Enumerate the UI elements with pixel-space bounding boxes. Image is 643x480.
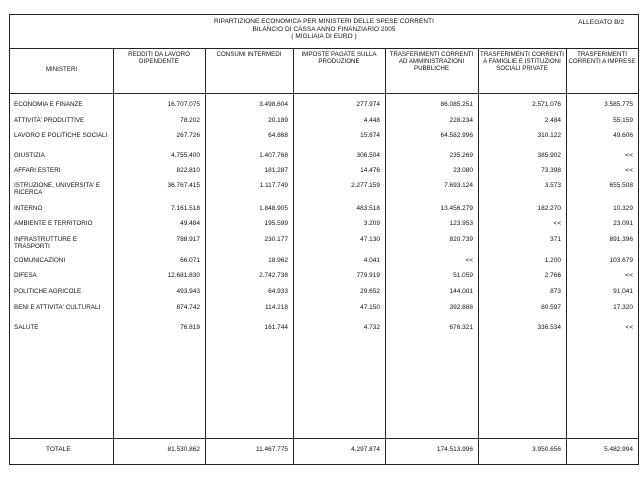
table-cell: 73.398: [541, 167, 561, 174]
table-cell: 371: [550, 236, 561, 243]
column-header-trasf_ap: TRASFERIMENTI CORRENTI AD AMMINISTRAZIONI PUBBLICHE: [389, 51, 474, 72]
total-separator: [10, 438, 638, 439]
table-cell: 2.766: [544, 272, 561, 279]
column-divider: [385, 48, 386, 464]
column-divider: [113, 48, 114, 464]
total-cell: 4.297.874: [351, 446, 380, 453]
table-cell: 1.117.749: [259, 182, 288, 189]
title-separator: [10, 48, 638, 49]
row-label: DIFESA: [14, 272, 37, 279]
row-label: INFRASTRUTTURE E TRASPORTI: [14, 236, 77, 251]
table-cell: 23.091: [613, 220, 633, 227]
table-cell: 64.868: [268, 132, 288, 139]
table-cell: 788.917: [176, 236, 200, 243]
table-cell: 12.681.830: [167, 272, 200, 279]
row-label: AMBIENTE E TERRITORIO: [14, 220, 93, 227]
table-cell: 49.606: [613, 132, 633, 139]
row-label: LAVORO E POLITICHE SOCIALI: [14, 132, 108, 139]
table-cell: 277.974: [356, 101, 380, 108]
table-cell: 2.571.076: [532, 101, 561, 108]
total-label: TOTALE: [46, 446, 71, 453]
row-label: ATTIVITA' PRODUTTIVE: [14, 117, 85, 124]
column-header-consumi: CONSUMI INTERMEDI: [216, 51, 282, 58]
row-label: COMUNICAZIONI: [14, 257, 66, 264]
table-cell: 15.874: [360, 132, 380, 139]
table-cell: <<: [625, 167, 633, 174]
table-cell: 47.130: [360, 236, 380, 243]
table-cell: 891.396: [609, 236, 633, 243]
table-cell: <<: [553, 220, 561, 227]
total-cell: 5.482.994: [604, 446, 633, 453]
table-cell: 4.448: [363, 117, 380, 124]
title-line-1: RIPARTIZIONE ECONOMICA PER MINISTERI DELLE SPESE CORRENTI: [214, 18, 434, 25]
table-cell: 306.504: [356, 152, 380, 159]
table-cell: 123.953: [449, 220, 473, 227]
row-label: BENI E ATTIVITA' CULTURALI: [14, 304, 101, 311]
table-cell: 66.071: [180, 257, 200, 264]
table-cell: 3.585.775: [604, 101, 633, 108]
row-label: AFFARI ESTERI: [14, 167, 61, 174]
table-cell: 103.679: [609, 257, 633, 264]
table-cell: 228.234: [449, 117, 473, 124]
column-divider: [293, 48, 294, 464]
table-cell: 20.189: [268, 117, 288, 124]
table-cell: 483.518: [356, 205, 380, 212]
row-label: ISTRUZIONE, UNIVERSITA' E RICERCA: [14, 182, 101, 197]
title-line-2: BILANCIO DI CASSA ANNO FINANZIARIO 2005: [252, 25, 396, 33]
table-cell: 1.848.905: [259, 205, 288, 212]
table-cell: 161.744: [264, 324, 288, 331]
table-cell: 3.209: [363, 220, 380, 227]
column-header-ministeri: MINISTERI: [45, 66, 78, 73]
table-cell: 655.508: [609, 182, 633, 189]
table-cell: 3.498.604: [259, 101, 288, 108]
table-cell: 267.726: [176, 132, 200, 139]
table-cell: 17.320: [613, 304, 633, 311]
table-cell: 1.200: [544, 257, 561, 264]
column-header-redditi: REDDITI DA LAVORO DIPENDENTE: [128, 51, 190, 65]
table-cell: 29.652: [360, 288, 380, 295]
table-cell: 4.755.400: [171, 152, 200, 159]
table-cell: 7.693.124: [444, 182, 473, 189]
row-label: GIUSTIZIA: [14, 152, 45, 159]
table-cell: 55.159: [613, 117, 633, 124]
table-cell: 36.767.415: [167, 182, 200, 189]
row-label: ECONOMIA E FINANZE: [14, 101, 83, 108]
table-cell: 4.041: [363, 257, 380, 264]
row-label: INTERNO: [14, 205, 43, 212]
table-cell: 779.919: [356, 272, 380, 279]
table-cell: <<: [625, 152, 633, 159]
column-divider: [566, 48, 567, 464]
row-label: SALUTE: [14, 324, 39, 331]
table-cell: <<: [465, 257, 473, 264]
table-cell: 76.819: [180, 324, 200, 331]
table-cell: 23.080: [453, 167, 473, 174]
total-cell: 11.467.775: [255, 446, 288, 453]
table-cell: 182.270: [537, 205, 561, 212]
column-divider: [205, 48, 206, 464]
column-divider: [478, 48, 479, 464]
table-cell: 3.573: [544, 182, 561, 189]
table-cell: <<: [625, 272, 633, 279]
table-cell: 144.001: [449, 288, 473, 295]
table-cell: 14.476: [360, 167, 380, 174]
table-cell: 18.962: [268, 257, 288, 264]
table-cell: 195.599: [264, 220, 288, 227]
header-separator: [10, 93, 638, 94]
total-cell: 3.950.656: [532, 446, 561, 453]
table-cell: 676.321: [449, 324, 473, 331]
table-cell: 1.407.768: [259, 152, 288, 159]
table-cell: 181.287: [264, 167, 288, 174]
table-cell: 13.456.279: [440, 205, 473, 212]
title-line-3: ( MIGLIAIA DI EURO ): [291, 33, 357, 41]
table-cell: 91.041: [613, 288, 633, 295]
table-cell: 49.484: [180, 220, 200, 227]
table-cell: 235.269: [449, 152, 473, 159]
row-label: POLITICHE AGRICOLE: [14, 288, 82, 295]
column-header-imposte: IMPOSTE PAGATE SULLA PRODUZIONE: [301, 51, 377, 65]
table-cell: 7.161.518: [171, 205, 200, 212]
table-cell: 874.742: [176, 304, 200, 311]
table-cell: 310.122: [537, 132, 561, 139]
column-header-trasf_fam: TRASFERIMENTI CORRENTI A FAMIGLIE E ISTITUZIONI SOCIALI PRIVATE: [480, 51, 564, 72]
table-cell: 16.707.075: [167, 101, 200, 108]
table-cell: 822.810: [176, 167, 200, 174]
column-header-trasf_imp: TRASFERIMENTI CORRENTI A IMPRESE: [568, 51, 636, 65]
document-title: [10, 18, 638, 41]
table-cell: 10.329: [613, 205, 633, 212]
table-frame: [9, 14, 639, 465]
table-cell: 230.177: [264, 236, 288, 243]
table-cell: 64.933: [268, 288, 288, 295]
table-cell: 80.597: [541, 304, 561, 311]
table-cell: 4.732: [363, 324, 380, 331]
table-cell: 2.484: [544, 117, 561, 124]
table-cell: 820.739: [449, 236, 473, 243]
table-cell: 47.150: [360, 304, 380, 311]
table-cell: 114.218: [264, 304, 288, 311]
table-cell: 86.085.251: [440, 101, 473, 108]
allegato-label: ALLEGATO B/2: [578, 19, 624, 26]
table-cell: 392.888: [449, 304, 473, 311]
table-cell: 493.943: [176, 288, 200, 295]
total-cell: 81.530.862: [167, 446, 200, 453]
table-cell: 64.582.996: [440, 132, 473, 139]
table-cell: 78.202: [180, 117, 200, 124]
table-cell: 51.059: [453, 272, 473, 279]
total-cell: 174.513.996: [436, 446, 473, 453]
table-cell: <<: [625, 324, 633, 331]
table-cell: 2.277.159: [351, 182, 380, 189]
table-cell: 336.534: [537, 324, 561, 331]
table-cell: 385.902: [537, 152, 561, 159]
table-cell: 2.742.738: [259, 272, 288, 279]
table-cell: 873: [550, 288, 561, 295]
